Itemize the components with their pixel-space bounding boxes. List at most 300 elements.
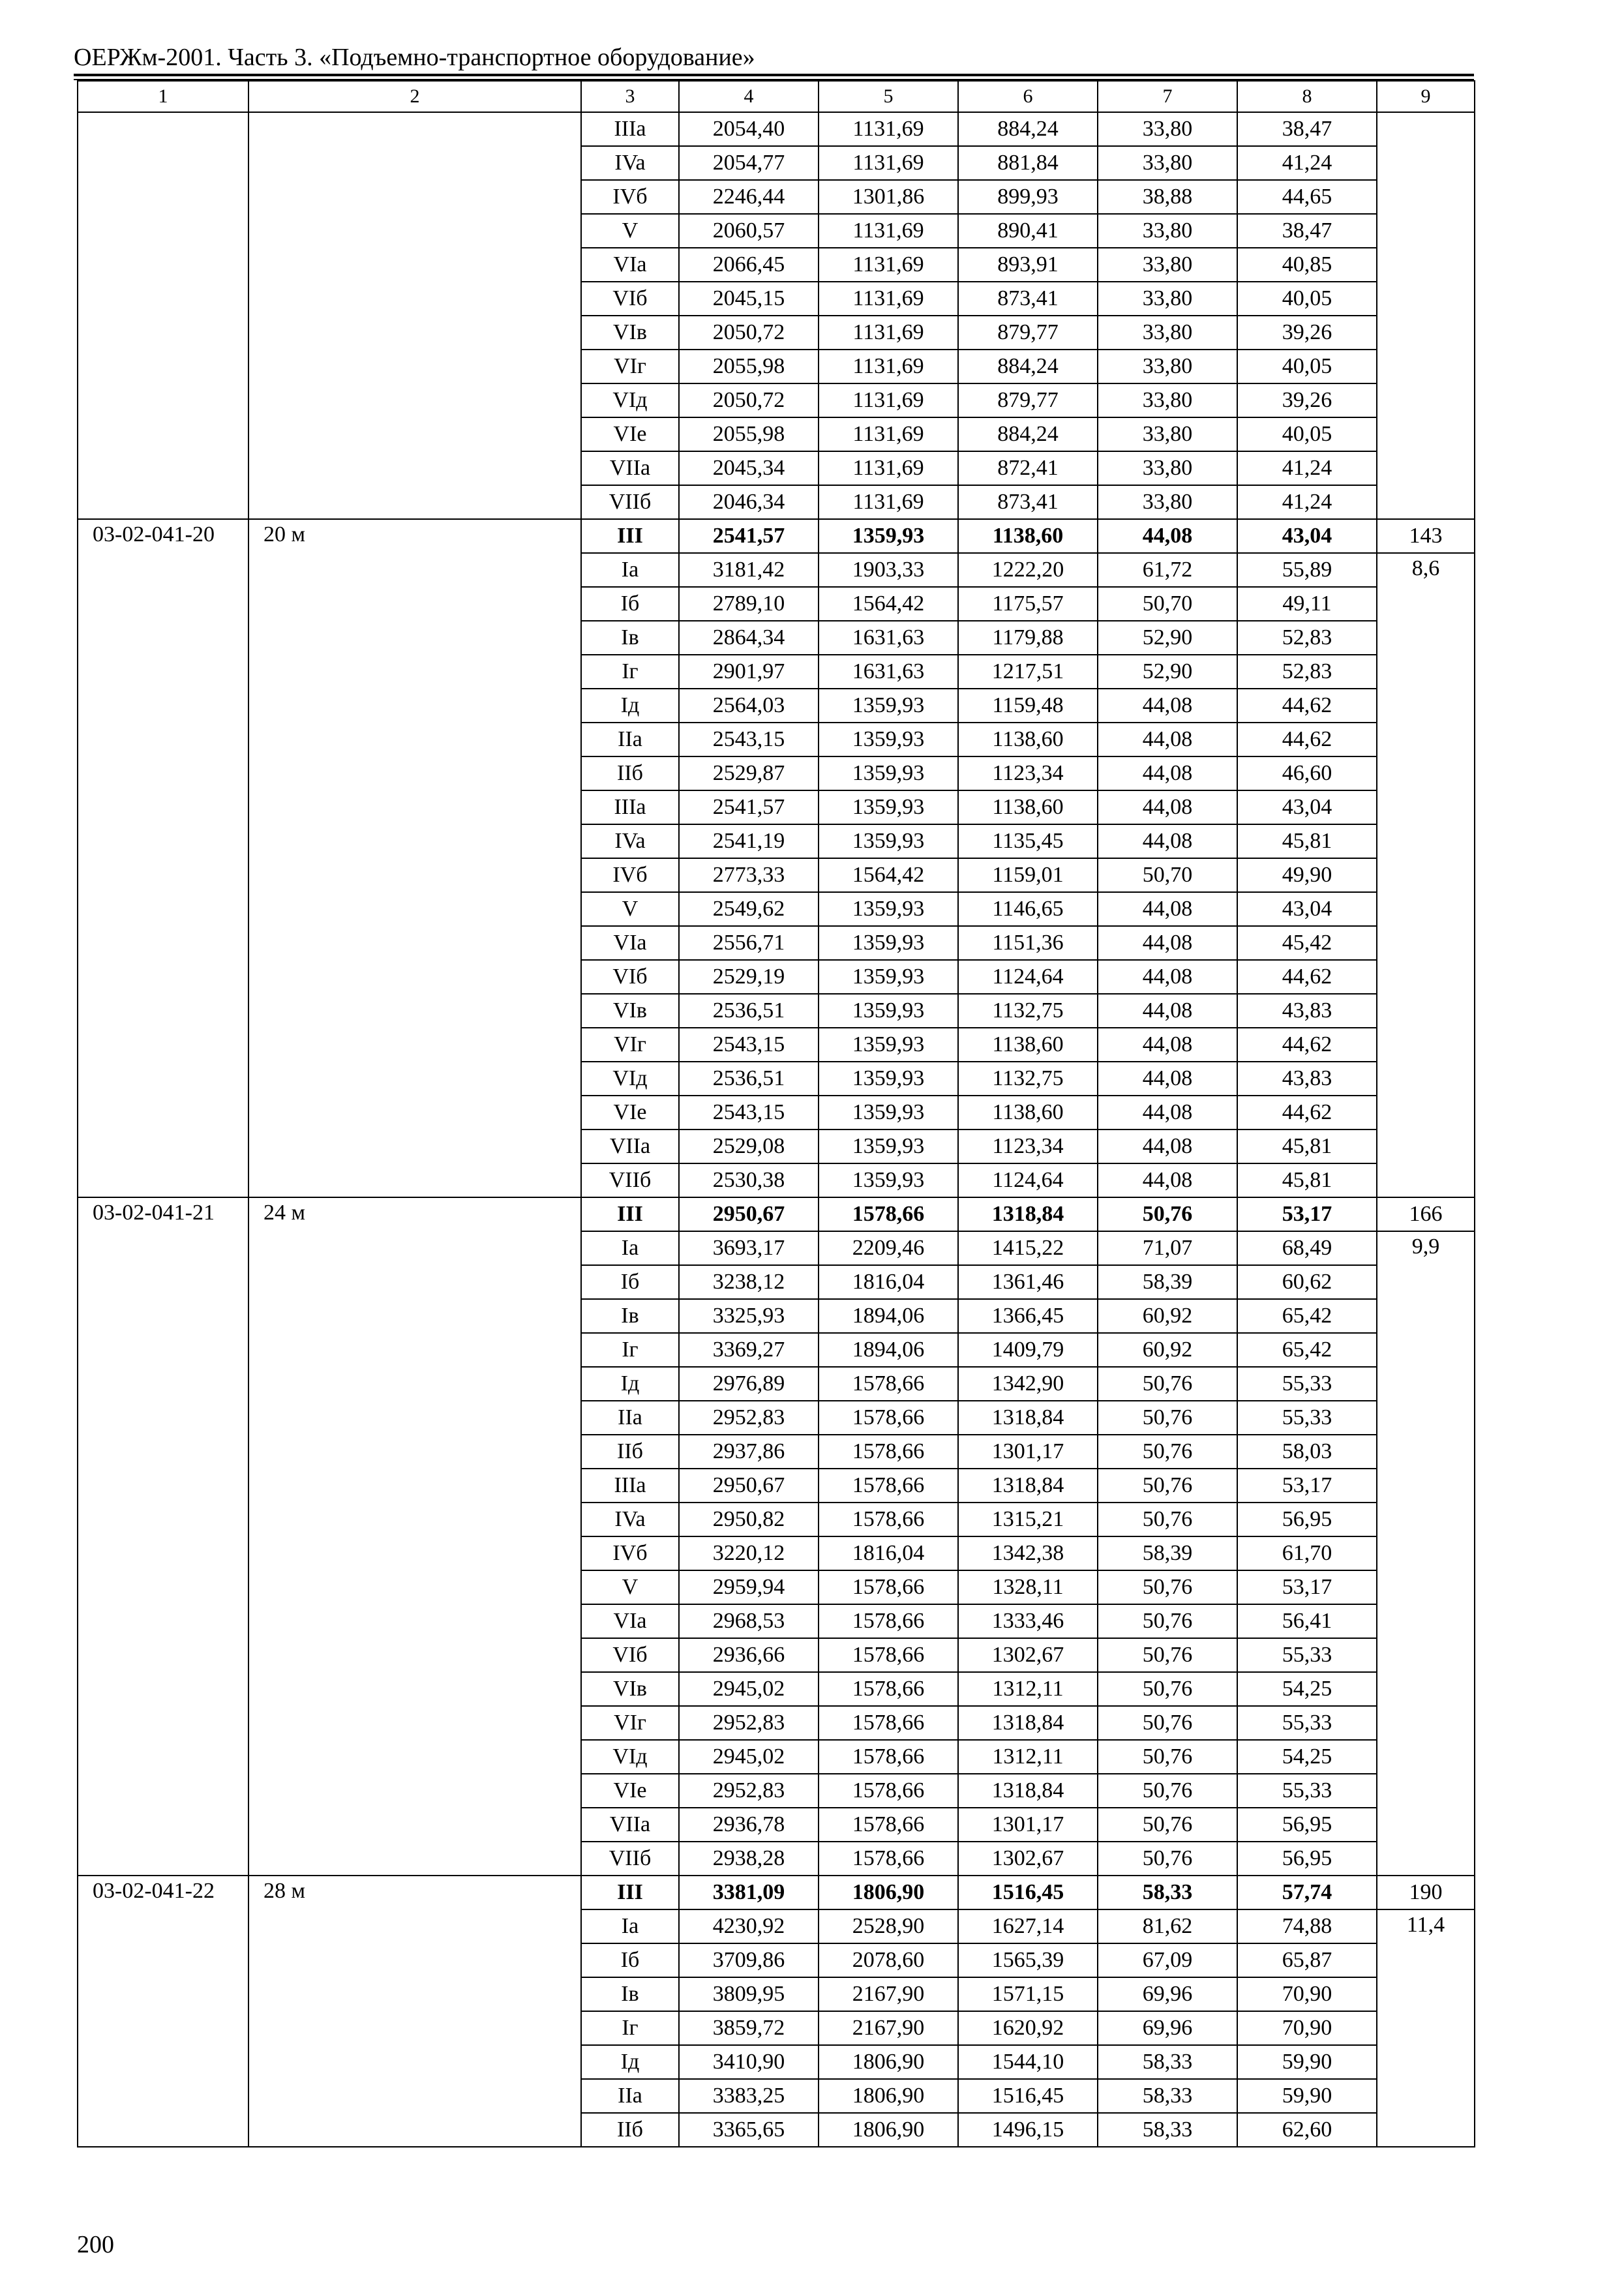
zone-cell: IVa	[581, 1503, 679, 1536]
zone-cell: VIa	[581, 1604, 679, 1638]
total-cost-cell: 3709,86	[679, 1943, 819, 1977]
materials-cell: 38,47	[1237, 112, 1377, 146]
total-cost-cell: 2968,53	[679, 1604, 819, 1638]
zone-cell: IIб	[581, 756, 679, 790]
machinist-wages-cell: 44,08	[1098, 960, 1237, 994]
total-cost-cell: 3383,25	[679, 2079, 819, 2113]
zone-cell: V	[581, 892, 679, 926]
wages-cell: 1578,66	[819, 1638, 958, 1672]
materials-cell: 45,81	[1237, 824, 1377, 858]
wages-cell: 1131,69	[819, 485, 958, 519]
machinist-wages-cell: 81,62	[1098, 1909, 1237, 1943]
zone-cell: VIв	[581, 994, 679, 1028]
wages-cell: 1894,06	[819, 1299, 958, 1333]
total-cost-cell: 2046,34	[679, 485, 819, 519]
wages-cell: 1578,66	[819, 1706, 958, 1740]
materials-cell: 45,81	[1237, 1130, 1377, 1163]
wages-cell: 1359,93	[819, 519, 958, 553]
total-cost-cell: 2055,98	[679, 417, 819, 451]
total-cost-cell: 2901,97	[679, 655, 819, 689]
column-number: 2	[248, 81, 581, 112]
table-body	[78, 112, 1475, 2147]
wages-cell: 1359,93	[819, 892, 958, 926]
total-cost-cell: 2543,15	[679, 1096, 819, 1130]
materials-cell: 46,60	[1237, 756, 1377, 790]
machinist-wages-cell: 58,39	[1098, 1265, 1237, 1299]
total-cost-cell: 2054,77	[679, 146, 819, 180]
wages-cell: 1359,93	[819, 994, 958, 1028]
machinist-wages-cell: 50,76	[1098, 1842, 1237, 1876]
wages-cell: 1359,93	[819, 824, 958, 858]
zone-cell: Iб	[581, 1265, 679, 1299]
machinist-wages-cell: 61,72	[1098, 553, 1237, 587]
machinist-wages-cell: 50,76	[1098, 1808, 1237, 1842]
machine-cost-cell: 1222,20	[958, 553, 1098, 587]
total-cost-cell: 3220,12	[679, 1536, 819, 1570]
materials-cell: 39,26	[1237, 383, 1377, 417]
machinist-wages-cell: 60,92	[1098, 1299, 1237, 1333]
materials-cell: 55,33	[1237, 1774, 1377, 1808]
materials-cell: 60,62	[1237, 1265, 1377, 1299]
column-number: 8	[1237, 81, 1377, 112]
machinist-wages-cell: 50,76	[1098, 1638, 1237, 1672]
machinist-wages-cell: 44,08	[1098, 756, 1237, 790]
column-number-row	[78, 81, 1475, 112]
materials-cell: 43,04	[1237, 892, 1377, 926]
machinist-wages-cell: 33,80	[1098, 350, 1237, 383]
total-cost-cell: 3238,12	[679, 1265, 819, 1299]
machinist-wages-cell: 58,33	[1098, 2113, 1237, 2147]
total-cost-cell: 2543,15	[679, 723, 819, 756]
machinist-wages-cell: 33,80	[1098, 282, 1237, 316]
machine-cost-cell: 1138,60	[958, 1096, 1098, 1130]
machine-cost-cell: 1571,15	[958, 1977, 1098, 2011]
machinist-wages-cell: 44,08	[1098, 892, 1237, 926]
labor-cell	[1377, 112, 1475, 519]
machinist-wages-cell: 50,76	[1098, 1706, 1237, 1740]
machine-cost-cell: 1312,11	[958, 1740, 1098, 1774]
materials-cell: 56,95	[1237, 1503, 1377, 1536]
wages-cell: 1806,90	[819, 1876, 958, 1909]
zone-cell: IIa	[581, 723, 679, 756]
machinist-wages-cell: 44,08	[1098, 926, 1237, 960]
materials-cell: 62,60	[1237, 2113, 1377, 2147]
machine-cost-cell: 1302,67	[958, 1638, 1098, 1672]
machinist-wages-cell: 50,70	[1098, 587, 1237, 621]
total-cost-cell: 4230,92	[679, 1909, 819, 1943]
zone-cell: Iг	[581, 1333, 679, 1367]
machine-cost-cell: 1124,64	[958, 960, 1098, 994]
materials-cell: 59,90	[1237, 2079, 1377, 2113]
machine-cost-cell: 1328,11	[958, 1570, 1098, 1604]
materials-cell: 70,90	[1237, 2011, 1377, 2045]
code-cell: 03-02-041-22	[78, 1876, 248, 2147]
wages-cell: 1131,69	[819, 282, 958, 316]
zone-cell: VIe	[581, 1096, 679, 1130]
machine-cost-cell: 884,24	[958, 350, 1098, 383]
machine-cost-cell: 1151,36	[958, 926, 1098, 960]
materials-cell: 54,25	[1237, 1740, 1377, 1774]
total-cost-cell: 2060,57	[679, 214, 819, 248]
labor-machinist-cell: 8,6	[1377, 553, 1475, 1197]
machinist-wages-cell: 33,80	[1098, 485, 1237, 519]
total-cost-cell: 2936,78	[679, 1808, 819, 1842]
total-cost-cell: 2529,19	[679, 960, 819, 994]
materials-cell: 49,11	[1237, 587, 1377, 621]
wages-cell: 1359,93	[819, 926, 958, 960]
machine-cost-cell: 1138,60	[958, 723, 1098, 756]
total-cost-cell: 2050,72	[679, 383, 819, 417]
zone-cell: Ia	[581, 553, 679, 587]
total-cost-cell: 2976,89	[679, 1367, 819, 1401]
materials-cell: 44,62	[1237, 1028, 1377, 1062]
zone-cell: Iг	[581, 655, 679, 689]
zone-cell: V	[581, 1570, 679, 1604]
machine-cost-cell: 873,41	[958, 485, 1098, 519]
column-number: 7	[1098, 81, 1237, 112]
wages-cell: 1131,69	[819, 383, 958, 417]
materials-cell: 44,62	[1237, 689, 1377, 723]
machinist-wages-cell: 44,08	[1098, 1130, 1237, 1163]
machine-cost-cell: 1124,64	[958, 1163, 1098, 1197]
materials-cell: 45,42	[1237, 926, 1377, 960]
zone-cell: VIIб	[581, 1842, 679, 1876]
machinist-wages-cell: 44,08	[1098, 1028, 1237, 1062]
machine-cost-cell: 899,93	[958, 180, 1098, 214]
machinist-wages-cell: 50,76	[1098, 1774, 1237, 1808]
machinist-wages-cell: 69,96	[1098, 1977, 1237, 2011]
zone-cell: Iб	[581, 587, 679, 621]
wages-cell: 1816,04	[819, 1265, 958, 1299]
machine-cost-cell: 1516,45	[958, 1876, 1098, 1909]
total-cost-cell: 3325,93	[679, 1299, 819, 1333]
zone-cell: VIa	[581, 926, 679, 960]
machinist-wages-cell: 58,33	[1098, 1876, 1237, 1909]
total-cost-cell: 3693,17	[679, 1231, 819, 1265]
zone-cell: IVб	[581, 1536, 679, 1570]
machinist-wages-cell: 33,80	[1098, 248, 1237, 282]
materials-cell: 40,05	[1237, 417, 1377, 451]
machine-cost-cell: 1159,01	[958, 858, 1098, 892]
wages-cell: 1806,90	[819, 2045, 958, 2079]
materials-cell: 39,26	[1237, 316, 1377, 350]
machine-cost-cell: 1409,79	[958, 1333, 1098, 1367]
wages-cell: 1578,66	[819, 1774, 958, 1808]
wages-cell: 1578,66	[819, 1197, 958, 1231]
zone-cell: VIв	[581, 1672, 679, 1706]
total-cost-cell: 2938,28	[679, 1842, 819, 1876]
zone-cell: IIб	[581, 2113, 679, 2147]
total-cost-cell: 2936,66	[679, 1638, 819, 1672]
machinist-wages-cell: 50,76	[1098, 1604, 1237, 1638]
wages-cell: 1131,69	[819, 316, 958, 350]
wages-cell: 1578,66	[819, 1435, 958, 1469]
total-cost-cell: 2952,83	[679, 1706, 819, 1740]
total-cost-cell: 2536,51	[679, 1062, 819, 1096]
wages-cell: 1564,42	[819, 587, 958, 621]
machine-cost-cell: 1516,45	[958, 2079, 1098, 2113]
machine-cost-cell: 873,41	[958, 282, 1098, 316]
zone-cell: VIa	[581, 248, 679, 282]
labor-machinist-cell: 11,4	[1377, 1909, 1475, 2147]
wages-cell: 1301,86	[819, 180, 958, 214]
zone-cell: VIIa	[581, 1130, 679, 1163]
total-cost-cell: 3410,90	[679, 2045, 819, 2079]
machinist-wages-cell: 33,80	[1098, 316, 1237, 350]
machine-cost-cell: 884,24	[958, 417, 1098, 451]
total-cost-cell: 2050,72	[679, 316, 819, 350]
machine-cost-cell: 1175,57	[958, 587, 1098, 621]
materials-cell: 53,17	[1237, 1197, 1377, 1231]
total-cost-cell: 2945,02	[679, 1740, 819, 1774]
machinist-wages-cell: 58,39	[1098, 1536, 1237, 1570]
materials-cell: 40,85	[1237, 248, 1377, 282]
wages-cell: 2078,60	[819, 1943, 958, 1977]
total-cost-cell: 2529,87	[679, 756, 819, 790]
zone-cell: VIг	[581, 1706, 679, 1740]
total-cost-cell: 3859,72	[679, 2011, 819, 2045]
zone-cell: Iв	[581, 621, 679, 655]
zone-cell: VIб	[581, 1638, 679, 1672]
materials-cell: 65,42	[1237, 1299, 1377, 1333]
zone-cell: Iг	[581, 2011, 679, 2045]
zone-cell: VIв	[581, 316, 679, 350]
page-header-title: ОЕРЖм-2001. Часть 3. «Подъемно-транспортное оборудование»	[74, 44, 755, 71]
zone-cell: IIб	[581, 1435, 679, 1469]
zone-cell: VIe	[581, 1774, 679, 1808]
column-number: 9	[1377, 81, 1475, 112]
total-cost-cell: 2246,44	[679, 180, 819, 214]
materials-cell: 55,33	[1237, 1367, 1377, 1401]
materials-cell: 55,33	[1237, 1706, 1377, 1740]
materials-cell: 49,90	[1237, 858, 1377, 892]
materials-cell: 52,83	[1237, 621, 1377, 655]
wages-cell: 1564,42	[819, 858, 958, 892]
wages-cell: 1578,66	[819, 1503, 958, 1536]
wages-cell: 1359,93	[819, 960, 958, 994]
zone-cell: VIд	[581, 383, 679, 417]
machine-cost-cell: 1318,84	[958, 1197, 1098, 1231]
total-cost-cell: 3369,27	[679, 1333, 819, 1367]
machinist-wages-cell: 44,08	[1098, 994, 1237, 1028]
zone-cell: IIIa	[581, 1469, 679, 1503]
materials-cell: 55,33	[1237, 1401, 1377, 1435]
wages-cell: 1131,69	[819, 112, 958, 146]
machine-cost-cell: 872,41	[958, 451, 1098, 485]
zone-cell: IIIa	[581, 112, 679, 146]
materials-cell: 43,04	[1237, 519, 1377, 553]
wages-cell: 1578,66	[819, 1672, 958, 1706]
total-cost-cell: 2541,57	[679, 519, 819, 553]
wages-cell: 1631,63	[819, 621, 958, 655]
column-number: 1	[78, 81, 248, 112]
wages-cell: 1894,06	[819, 1333, 958, 1367]
total-cost-cell: 2530,38	[679, 1163, 819, 1197]
wages-cell: 1131,69	[819, 417, 958, 451]
machine-cost-cell: 1544,10	[958, 2045, 1098, 2079]
machine-cost-cell: 1132,75	[958, 1062, 1098, 1096]
zone-cell: V	[581, 214, 679, 248]
materials-cell: 53,17	[1237, 1469, 1377, 1503]
total-cost-cell: 2543,15	[679, 1028, 819, 1062]
wages-cell: 1578,66	[819, 1842, 958, 1876]
materials-cell: 40,05	[1237, 350, 1377, 383]
materials-cell: 44,62	[1237, 1096, 1377, 1130]
materials-cell: 74,88	[1237, 1909, 1377, 1943]
machine-cost-cell: 1138,60	[958, 790, 1098, 824]
wages-cell: 1359,93	[819, 1130, 958, 1163]
zone-cell: Iб	[581, 1943, 679, 1977]
materials-cell: 40,05	[1237, 282, 1377, 316]
total-cost-cell: 3181,42	[679, 553, 819, 587]
zone-cell: VIд	[581, 1062, 679, 1096]
wages-cell: 1578,66	[819, 1367, 958, 1401]
wages-cell: 1131,69	[819, 214, 958, 248]
wages-cell: 2167,90	[819, 1977, 958, 2011]
machinist-wages-cell: 50,76	[1098, 1435, 1237, 1469]
labor-cell: 166	[1377, 1197, 1475, 1231]
machinist-wages-cell: 58,33	[1098, 2045, 1237, 2079]
total-cost-cell: 2945,02	[679, 1672, 819, 1706]
total-cost-cell: 2564,03	[679, 689, 819, 723]
materials-cell: 59,90	[1237, 2045, 1377, 2079]
materials-cell: 43,83	[1237, 1062, 1377, 1096]
machine-cost-cell: 1627,14	[958, 1909, 1098, 1943]
zone-cell: Iд	[581, 689, 679, 723]
zone-cell: VIг	[581, 1028, 679, 1062]
zone-cell: IVб	[581, 180, 679, 214]
wages-cell: 1806,90	[819, 2113, 958, 2147]
zone-cell: Iв	[581, 1299, 679, 1333]
machine-cost-cell: 1361,46	[958, 1265, 1098, 1299]
zone-cell: IIa	[581, 1401, 679, 1435]
total-cost-cell: 2937,86	[679, 1435, 819, 1469]
total-cost-cell: 2529,08	[679, 1130, 819, 1163]
zone-cell: III	[581, 1876, 679, 1909]
total-cost-cell: 2789,10	[679, 587, 819, 621]
wages-cell: 1131,69	[819, 350, 958, 383]
total-cost-cell: 2950,67	[679, 1197, 819, 1231]
materials-cell: 56,95	[1237, 1808, 1377, 1842]
machine-cost-cell: 1496,15	[958, 2113, 1098, 2147]
machine-cost-cell: 1302,67	[958, 1842, 1098, 1876]
machinist-wages-cell: 33,80	[1098, 451, 1237, 485]
machine-cost-cell: 1312,11	[958, 1672, 1098, 1706]
machine-cost-cell: 1333,46	[958, 1604, 1098, 1638]
machinist-wages-cell: 50,70	[1098, 858, 1237, 892]
total-cost-cell: 2556,71	[679, 926, 819, 960]
materials-cell: 52,83	[1237, 655, 1377, 689]
machine-cost-cell: 1138,60	[958, 519, 1098, 553]
total-cost-cell: 2054,40	[679, 112, 819, 146]
materials-cell: 65,87	[1237, 1943, 1377, 1977]
machine-cost-cell: 1159,48	[958, 689, 1098, 723]
wages-cell: 1816,04	[819, 1536, 958, 1570]
machine-cost-cell: 1146,65	[958, 892, 1098, 926]
machine-cost-cell: 1318,84	[958, 1706, 1098, 1740]
zone-cell: IVa	[581, 824, 679, 858]
materials-cell: 45,81	[1237, 1163, 1377, 1197]
header-rule-thick	[74, 74, 1474, 76]
machine-cost-cell: 890,41	[958, 214, 1098, 248]
machine-cost-cell: 881,84	[958, 146, 1098, 180]
wages-cell: 1359,93	[819, 723, 958, 756]
wages-cell: 1359,93	[819, 689, 958, 723]
machinist-wages-cell: 50,76	[1098, 1570, 1237, 1604]
wages-cell: 1578,66	[819, 1740, 958, 1774]
zone-cell: Ia	[581, 1231, 679, 1265]
labor-cell: 143	[1377, 519, 1475, 553]
machinist-wages-cell: 44,08	[1098, 519, 1237, 553]
zone-cell: VIд	[581, 1740, 679, 1774]
labor-cell: 190	[1377, 1876, 1475, 1909]
machinist-wages-cell: 44,08	[1098, 790, 1237, 824]
materials-cell: 44,62	[1237, 960, 1377, 994]
materials-cell: 56,95	[1237, 1842, 1377, 1876]
labor-machinist-cell: 9,9	[1377, 1231, 1475, 1876]
machine-cost-cell: 1135,45	[958, 824, 1098, 858]
zone-cell: Iв	[581, 1977, 679, 2011]
zone-cell: IVб	[581, 858, 679, 892]
materials-cell: 55,33	[1237, 1638, 1377, 1672]
zone-cell: VIIб	[581, 485, 679, 519]
machine-cost-cell: 893,91	[958, 248, 1098, 282]
machinist-wages-cell: 71,07	[1098, 1231, 1237, 1265]
machine-cost-cell: 1132,75	[958, 994, 1098, 1028]
wages-cell: 1131,69	[819, 146, 958, 180]
machinist-wages-cell: 50,76	[1098, 1469, 1237, 1503]
wages-cell: 1359,93	[819, 1096, 958, 1130]
name-cell: 24 м	[248, 1197, 581, 1876]
materials-cell: 61,70	[1237, 1536, 1377, 1570]
total-cost-cell: 2045,34	[679, 451, 819, 485]
materials-cell: 58,03	[1237, 1435, 1377, 1469]
wages-cell: 1131,69	[819, 248, 958, 282]
wages-cell: 1903,33	[819, 553, 958, 587]
wages-cell: 2167,90	[819, 2011, 958, 2045]
total-cost-cell: 3381,09	[679, 1876, 819, 1909]
wages-cell: 1578,66	[819, 1401, 958, 1435]
table-row	[78, 112, 1475, 146]
zone-cell: VIIa	[581, 451, 679, 485]
total-cost-cell: 2952,83	[679, 1774, 819, 1808]
wages-cell: 1578,66	[819, 1808, 958, 1842]
machinist-wages-cell: 33,80	[1098, 146, 1237, 180]
machine-cost-cell: 879,77	[958, 383, 1098, 417]
total-cost-cell: 2066,45	[679, 248, 819, 282]
total-cost-cell: 2045,15	[679, 282, 819, 316]
wages-cell: 1131,69	[819, 451, 958, 485]
machinist-wages-cell: 44,08	[1098, 824, 1237, 858]
machinist-wages-cell: 50,76	[1098, 1197, 1237, 1231]
materials-cell: 68,49	[1237, 1231, 1377, 1265]
name-cell: 20 м	[248, 519, 581, 1197]
name-cell: 28 м	[248, 1876, 581, 2147]
wages-cell: 1631,63	[819, 655, 958, 689]
zone-cell: VIIa	[581, 1808, 679, 1842]
machinist-wages-cell: 33,80	[1098, 383, 1237, 417]
machine-cost-cell: 1342,90	[958, 1367, 1098, 1401]
machinist-wages-cell: 44,08	[1098, 689, 1237, 723]
materials-cell: 38,47	[1237, 214, 1377, 248]
materials-cell: 41,24	[1237, 485, 1377, 519]
machinist-wages-cell: 52,90	[1098, 621, 1237, 655]
machine-cost-cell: 1301,17	[958, 1808, 1098, 1842]
machinist-wages-cell: 69,96	[1098, 2011, 1237, 2045]
zone-cell: Ia	[581, 1909, 679, 1943]
machinist-wages-cell: 44,08	[1098, 1096, 1237, 1130]
table-row	[78, 519, 1475, 553]
